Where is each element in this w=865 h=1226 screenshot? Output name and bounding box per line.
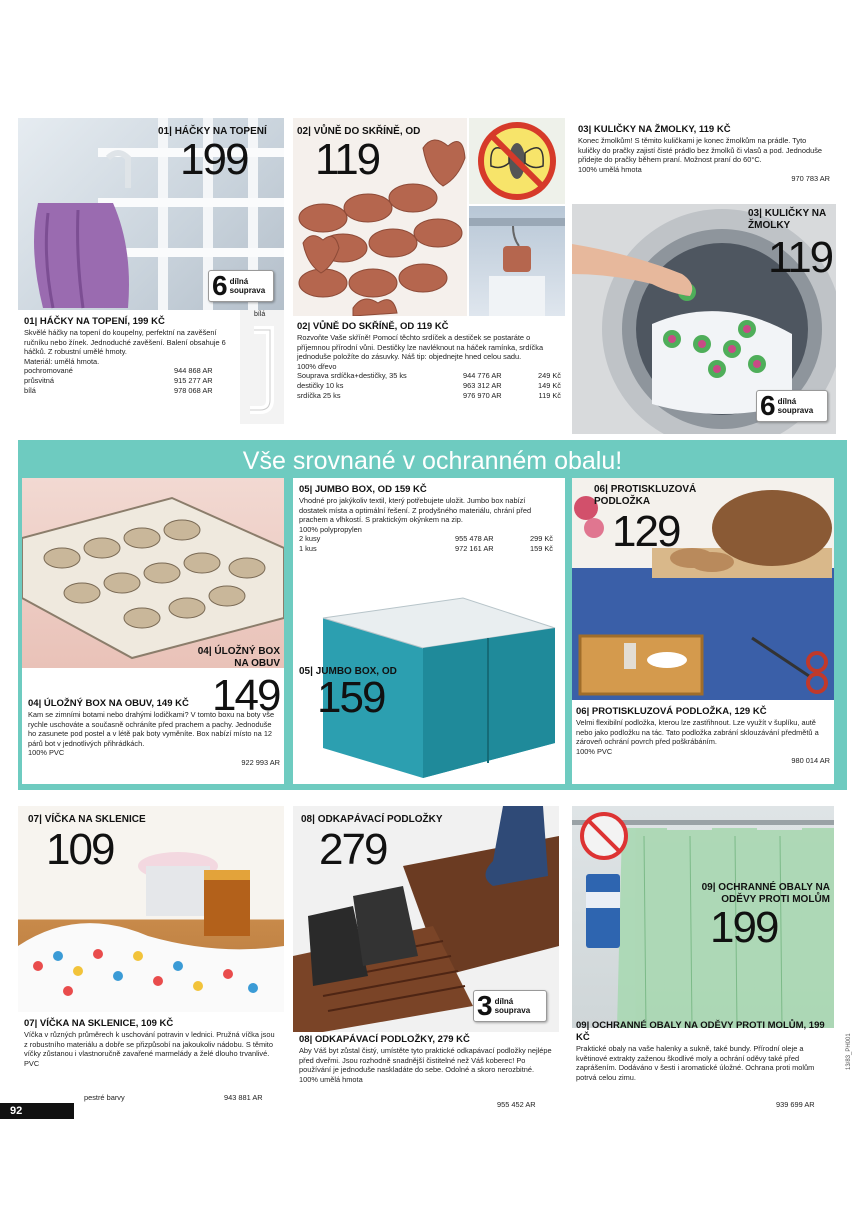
price-shoe-box: 149 — [212, 671, 280, 720]
product-panel-hooks — [18, 118, 284, 434]
product-description: Skvělé háčky na topení do koupelny, perfektní na zavěšení ručníku nebo žínek. Jednoduché zavěšení. Balení obsahuje 6 háčků. Z robustní umělé hmoty. — [24, 328, 226, 357]
product-title: 09| OCHRANNÉ OBALY NA ODĚVY PROTI MOLŮM, 199 KČ — [576, 1020, 825, 1043]
product-material: 100% dřevo — [297, 361, 337, 371]
product-description: Aby Váš byt zůstal čistý, umístěte tyto praktické odkapávací podložky nejlépe před dveřmi. Jsou rozhodně snadnější čistitelné než Váš koberec! Po používání je jednoduše naskladáte do sebe. Odolné a skoro nerozbitné. — [299, 1046, 552, 1075]
product-panel-lint-balls — [572, 118, 836, 434]
variant-row: 1 kus 972 161 AR 159 Kč — [299, 543, 553, 553]
product-code: 939 699 AR — [776, 1100, 815, 1109]
product-material: Materiál: umělá hmota. — [24, 356, 100, 366]
badge-text-2: souprava — [494, 1006, 531, 1015]
price-hooks: 199 — [180, 135, 248, 184]
badge-text-2: souprava — [777, 406, 814, 415]
variant-row: pochromované 944 868 AR — [24, 366, 213, 376]
variant-row: průsvitná 915 277 AR — [24, 375, 213, 385]
product-description: Praktické obaly na vaše halenky a sukně, také bundy. Přírodní oleje a květinové extrakty zaženou škodlivé moly a ochrání oděvy také před zaprášením. Dodáváno v šesti i aromatické úložné. Ochrana proti molům potrvá celou zimu. — [576, 1044, 815, 1082]
product-header-jar-lids: 07| VÍČKA NA SKLENICE — [28, 814, 146, 825]
price-jumbo-box: 159 — [317, 673, 385, 722]
product-panel-jumbo-box — [293, 478, 565, 784]
set-badge-hooks — [208, 270, 274, 302]
product-material: PVC — [24, 1058, 40, 1068]
variant-row: Souprava srdíčka+destičky, 35 ks 944 776 AR 249 Kč — [297, 371, 561, 381]
product-header-hooks: 01| HÁČKY NA TOPENÍ — [158, 126, 267, 137]
product-title: 02| VŮNĚ DO SKŘÍNĚ, OD 119 KČ — [297, 321, 449, 332]
price-non-slip-mat: 129 — [612, 507, 680, 556]
price-jar-lids: 109 — [46, 825, 114, 874]
product-title: 08| ODKAPÁVACÍ PODLOŽKY, 279 KČ — [299, 1034, 470, 1045]
banner-title: Vše srovnané v ochranném obalu! — [242, 447, 623, 475]
product-panel-shoe-box — [22, 478, 284, 784]
product-material: 100% PVC — [576, 746, 613, 756]
badge-count: 6 — [760, 390, 776, 421]
product-description: Velmi flexibilní podložka, kterou lze zastřihnout. Lze využít v šuplíku, autě nebo jako podložku na tác. Tato podložka zabrání sklouzávání předmětů a zároveň ochrání povrch před poškrábáním. — [576, 718, 819, 747]
product-code: 922 993 AR — [241, 757, 280, 767]
price-garment-bags: 199 — [710, 903, 778, 952]
product-code: 943 881 AR — [224, 1093, 263, 1102]
product-title: 05| JUMBO BOX, OD 159 KČ — [299, 484, 427, 495]
set-badge-lint-balls — [756, 390, 828, 422]
variant-label: bílá — [254, 311, 266, 318]
product-panel-garment-bags — [572, 806, 834, 1118]
product-header-drip-trays: 08| ODKAPÁVACÍ PODLOŽKY — [301, 814, 443, 825]
badge-text-1: dílná — [777, 397, 797, 406]
product-text-garment-bags — [576, 1020, 830, 1082]
product-material: 100% polypropylen — [299, 524, 362, 534]
product-title: 07| VÍČKA NA SKLENICE, 109 KČ — [24, 1018, 174, 1029]
product-material: 100% umělá hmota — [299, 1074, 363, 1084]
product-text-lint-balls — [578, 124, 830, 183]
variant-row: srdíčka 25 ks 976 970 AR 119 Kč — [297, 390, 561, 400]
product-description: Rozvoňte Vaše skříně! Pomocí těchto srdíček a destiček se postaráte o příjemnou přírodní vůni. Destičky lze navléknout na háček ramínka, srdíčka jednoduše položíte do zásuvky. Náš tip: objednejte hned celou sadu. — [297, 333, 544, 362]
product-header-cedar: 02| VŮNĚ DO SKŘÍNĚ, OD — [297, 126, 421, 137]
variant-row: 2 kusy 955 478 AR 299 Kč — [299, 534, 553, 544]
price-lint-balls: 119 — [768, 233, 833, 282]
product-text-shoe-box — [28, 698, 280, 767]
product-text-drip-trays — [299, 1034, 553, 1084]
badge-text-1: dílná — [229, 277, 249, 286]
product-photo-garment-bags — [572, 806, 834, 1028]
badge-count: 3 — [477, 990, 493, 1021]
product-text-cedar — [297, 321, 561, 400]
product-header-garment-bags: 09| OCHRANNÉ OBALY NA ODĚVY PROTI MOLŮM — [701, 882, 830, 905]
hanger-photo — [469, 206, 565, 316]
product-description: Kam se zimními botami nebo drahými lodičkami? V tomto boxu na boty vše rychle uschováte a současně ochráníte před prachem a pachy. Jednoduše ho zasunete pod postel a v létě pak boty vyměníte. Box nabízí místo na 12 párů bot v jednotlivých přihrádkách. — [28, 710, 275, 748]
product-panel-drip-trays — [293, 806, 559, 1118]
product-description: Víčka v různých průměrech k uschování potravin v lednici. Pružná víčka jsou z robustního materiálu a dobře se přizpůsobí na jakoukoliv nádobu. S těmito víčky zůstanou i vlastnoručně zavařené marmelády a želé dlouho trvanlivé. — [24, 1030, 275, 1059]
product-header-jumbo-box: 05| JUMBO BOX, OD — [299, 666, 397, 677]
badge-text-1: dílná — [494, 997, 514, 1006]
product-title: 04| ÚLOŽNÝ BOX NA OBUV, 149 KČ — [28, 698, 189, 709]
no-moth-symbol — [469, 118, 565, 204]
badge-text-2: souprava — [229, 286, 266, 295]
product-text-hooks — [24, 316, 236, 395]
badge-count: 6 — [212, 270, 228, 301]
variant-row: destičky 10 ks 963 312 AR 149 Kč — [297, 380, 561, 390]
price-cedar: 119 — [315, 135, 380, 184]
product-description: Konec žmolkům! S těmito kuličkami je konec žmolkům na prádle. Tyto kuličky do pračky zajistí čisté prádlo bez žmolků či vlasů a pod. Jednoduše přidejte do pračky během praní. Možnost praní do 60°C. — [578, 136, 823, 165]
product-description: Vhodné pro jakýkoliv textil, který potřebujete uložit. Jumbo box nabízí dostatek místa a optimální řešení. Z prodyšného materiálu, chrání před prachem a vlhkostí. S praktickým okýnkem na zip. — [299, 496, 532, 525]
product-text-jar-lids — [24, 1018, 278, 1068]
product-panel-cedar — [293, 118, 565, 434]
product-material: 100% umělá hmota — [578, 164, 642, 174]
product-material: 100% PVC — [28, 748, 65, 758]
hook-detail-image — [240, 310, 284, 424]
product-text-non-slip-mat — [576, 706, 830, 765]
product-photo-shoe-box — [22, 478, 284, 668]
product-header-shoe-box: 04| ÚLOŽNÝ BOX NA OBUV — [197, 646, 280, 669]
product-panel-jar-lids — [18, 806, 284, 1118]
product-header-non-slip-mat: 06| PROTISKLUZOVÁ PODLOŽKA — [594, 484, 697, 507]
product-code: 980 014 AR — [791, 756, 830, 766]
page-number: 92 — [0, 1103, 74, 1119]
product-panel-non-slip-mat — [572, 478, 834, 784]
product-text-jumbo-box — [299, 484, 553, 554]
product-title: 06| PROTISKLUZOVÁ PODLOŽKA, 129 KČ — [576, 706, 767, 717]
product-variant: pestré barvy — [84, 1093, 125, 1102]
variant-row: bílá 978 068 AR — [24, 385, 213, 395]
set-badge-drip-trays — [473, 990, 547, 1022]
price-drip-trays: 279 — [319, 825, 387, 874]
product-header-lint-balls: 03| KULIČKY NA ŽMOLKY — [748, 208, 826, 231]
product-title: 03| KULIČKY NA ŽMOLKY, 119 KČ — [578, 124, 731, 135]
product-title: 01| HÁČKY NA TOPENÍ, 199 KČ — [24, 316, 165, 327]
print-code: 13/83_PH001 — [846, 1033, 852, 1070]
product-code: 970 783 AR — [791, 174, 830, 184]
product-code: 955 452 AR — [497, 1100, 536, 1109]
